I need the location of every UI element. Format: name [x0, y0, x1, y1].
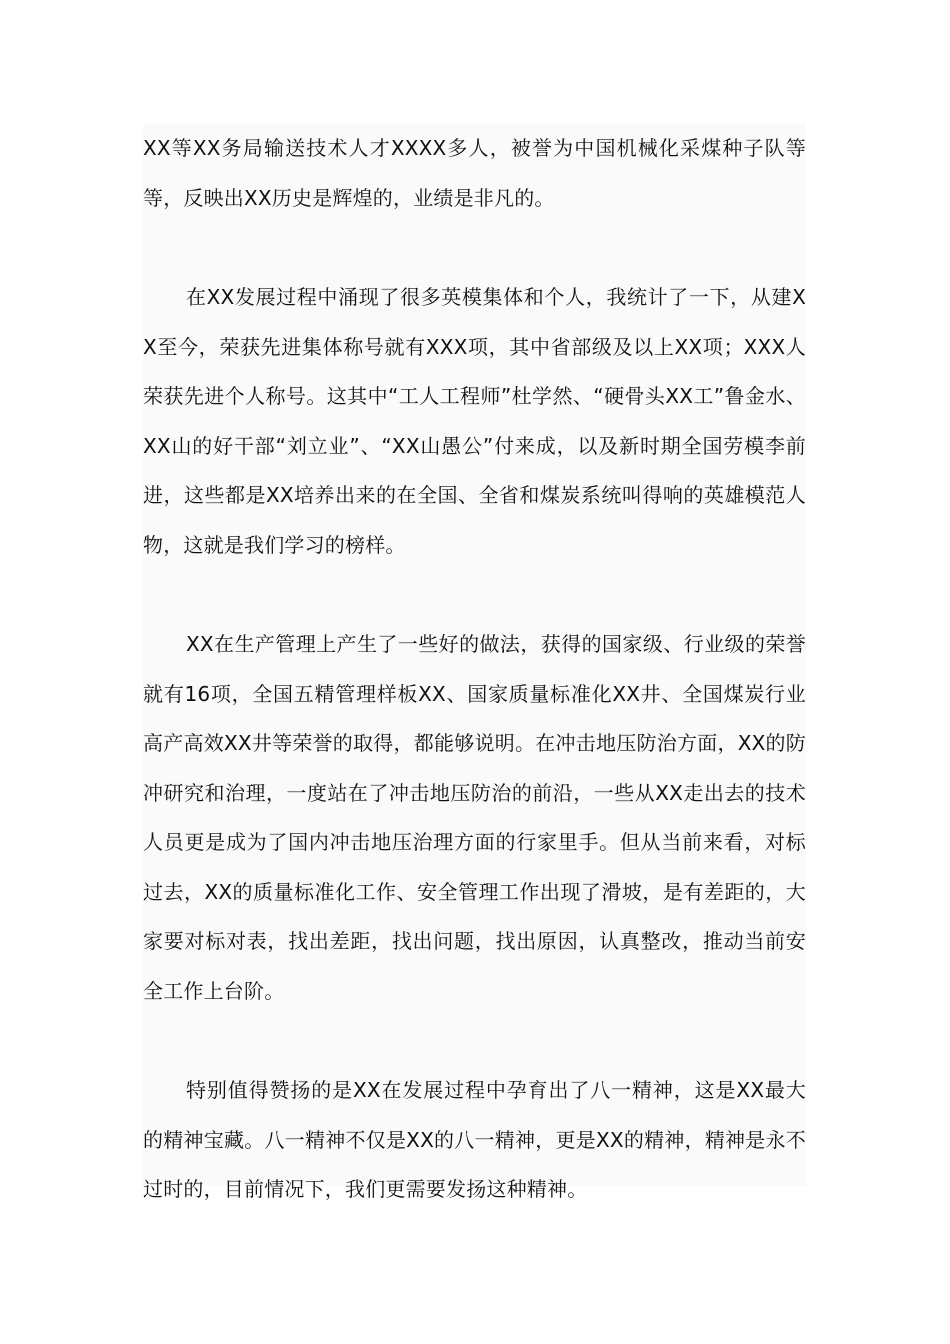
paragraph-4: 特别值得赞扬的是XX在发展过程中孕育出了八一精神，这是XX最大的精神宝藏。八一精神不仅是XX的八一精神，更是XX的精神，精神是永不过时的，目前情况下，我们更需要发扬这种精神。 — [143, 1078, 806, 1201]
paragraph-3: XX在生产管理上产生了一些好的做法，获得的国家级、行业级的荣誉就有16项，全国五精管理样板XX、国家质量标准化XX井、全国煤炭行业高产高效XX井等荣誉的取得，都能够说明。在冲击地压防治方面，XX的防冲研究和治理，一度站在了冲击地压防治的前沿，一些从XX走出去的技术人员更是成为了国内冲击地压治理方面的行家里手。但从当前来看，对标过去，XX的质量标准化工作、安全管理工作出现了滑坡，是有差距的，大家要对标对表，找出差距，找出问题，找出原因，认真整改，推动当前安全工作上台阶。 — [143, 632, 806, 1003]
document-body — [143, 124, 806, 1201]
paragraph-2: 在XX发展过程中涌现了很多英模集体和个人，我统计了一下，从建XX至今，荣获先进集体称号就有XXX项，其中省部级及以上XX项；XXX人荣获先进个人称号。这其中“工人工程师”杜学然、“硬骨头XX工”鲁金水、XX山的好干部“刘立业”、“XX山愚公”付来成，以及新时期全国劳模李前进，这些都是XX培养出来的在全国、全省和煤炭系统叫得响的英雄模范人物，这就是我们学习的榜样。 — [143, 285, 806, 557]
paragraph-1: XX等XX务局输送技术人才XXXX多人，被誉为中国机械化采煤种子队等等，反映出XX历史是辉煌的，业绩是非凡的。 — [143, 136, 806, 210]
